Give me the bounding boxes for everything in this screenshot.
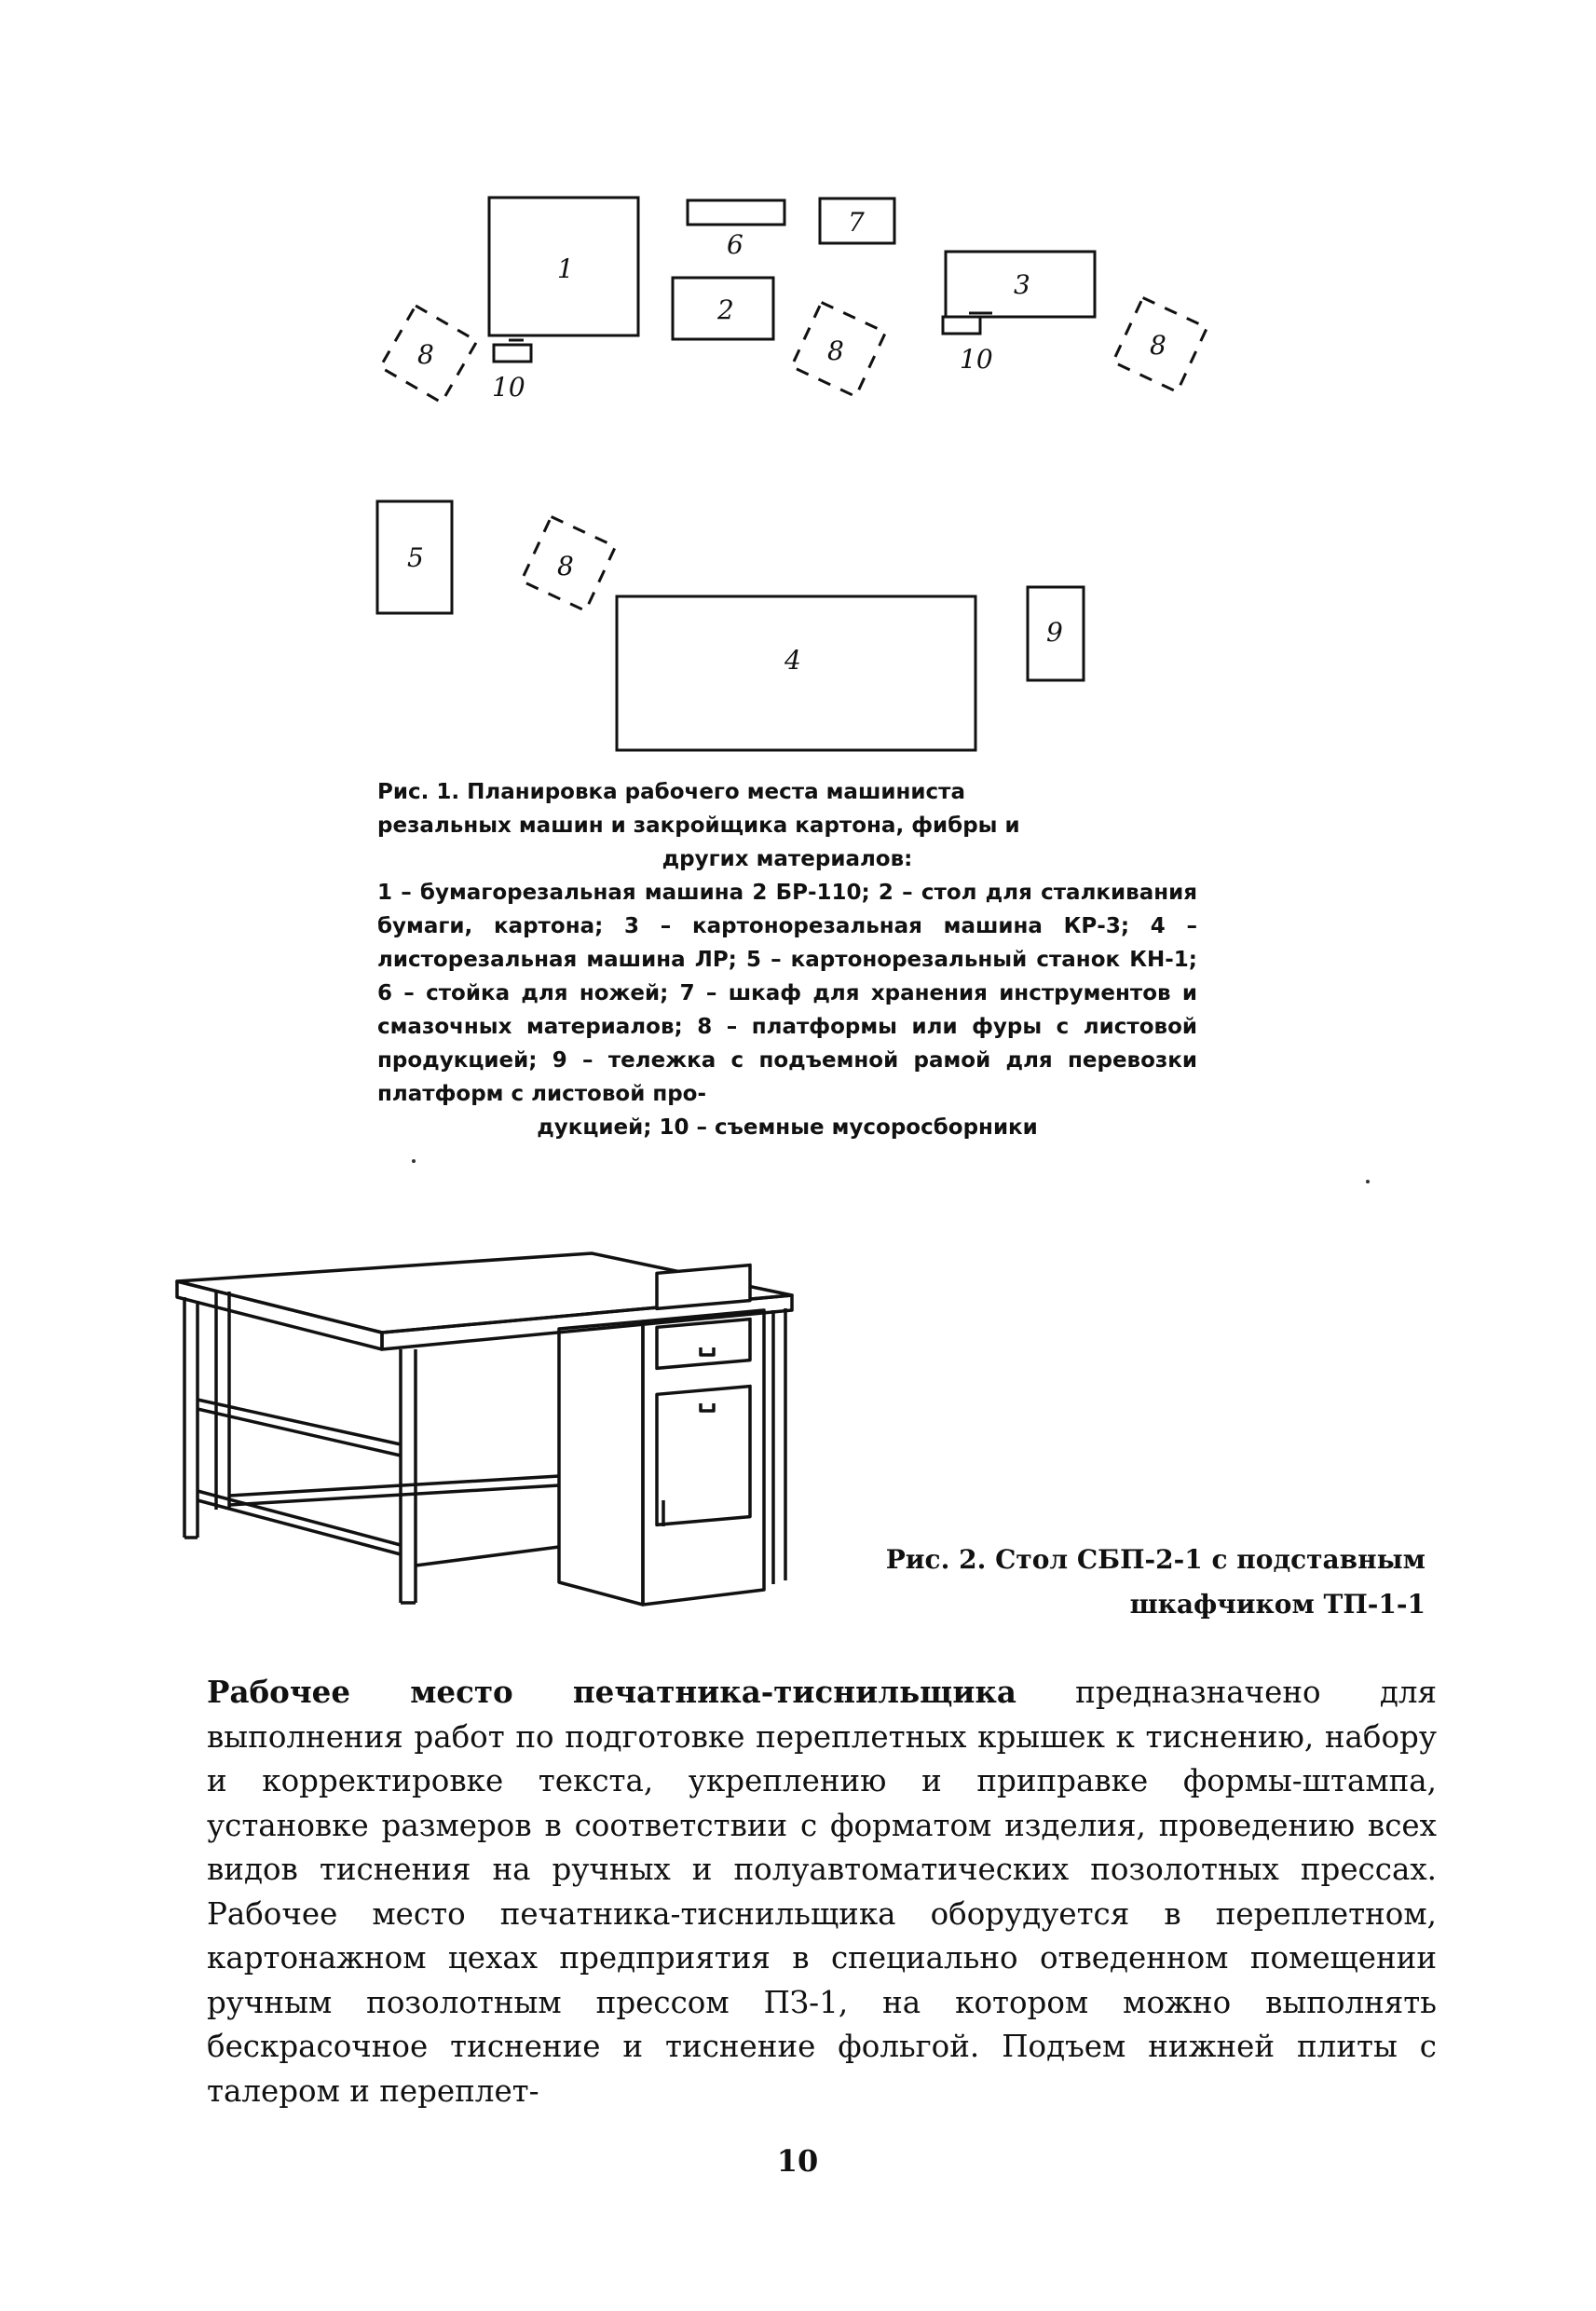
label-10-left: 10 bbox=[492, 372, 525, 403]
item-6-knife-stand bbox=[688, 200, 784, 225]
label-7: 7 bbox=[848, 207, 865, 238]
item-10-bin-right bbox=[943, 317, 980, 334]
figure1-caption-title-1: Рис. 1. Планировка рабочего места машиниста bbox=[377, 780, 965, 804]
figure1-caption-legend: 1 – бумагорезальная машина 2 БР-110; 2 – стол для сталкивания бумаги, картона; 3 – картонорезальная машина КР-3; 4 – листорезальная машина ЛР; 5 – картонорезальный станок КН-1; 6 – стойка для ножей; 7 – шкаф для хранения инструментов и смазочных материалов; 8 – платформы или фуры с листовой продукцией; 9 – тележка с подъемной рамой для перевозки платформ с листовой про- bbox=[377, 881, 1197, 1106]
label-6: 6 bbox=[727, 229, 743, 260]
label-8-2: 8 bbox=[827, 335, 844, 366]
label-3: 3 bbox=[1014, 269, 1030, 300]
label-8-1: 8 bbox=[417, 339, 434, 370]
figure2-caption-line2: шкафчиком ТП-1-1 bbox=[1129, 1589, 1425, 1620]
figure1-layout-plan bbox=[0, 0, 1596, 773]
item-10-bin-left bbox=[494, 345, 531, 362]
paragraph-lead: Рабочее место печатника-тиснильщика bbox=[207, 1674, 1016, 1710]
figure1-caption-title-3: других материалов: bbox=[662, 847, 913, 871]
page-number: 10 bbox=[776, 2143, 819, 2179]
figure1-caption-title-2: резальных машин и закройщика картона, фибры и bbox=[377, 814, 1020, 838]
figure2-caption-line1: Рис. 2. Стол СБП-2-1 с подставным bbox=[885, 1544, 1425, 1575]
figure1-caption-legend-last: дукцией; 10 – съемные мусоросборники bbox=[537, 1115, 1038, 1140]
label-10-right: 10 bbox=[960, 344, 993, 375]
figure2-caption bbox=[876, 1538, 1425, 1627]
label-2: 2 bbox=[717, 294, 734, 325]
label-4: 4 bbox=[784, 645, 801, 676]
label-1: 1 bbox=[557, 253, 574, 284]
paragraph-body: предназначено для выполнения работ по подготовке переплетных крышек к тиснению, набору и корректировке текста, укреплению и приправке формы-штампа, установке размеров в соответствии с форматом изделия, проведению всех видов тиснения на ручных и полуавтоматических позолотных прессах. Рабочее место печатника-тиснильщика оборудуется в переплетном, картонажном цехах предприятия в специально отведенном помещении ручным позолотным прессом ПЗ-1, на котором можно выполнять бескрасочное тиснение и тиснение фольгой. Подъем нижней плиты с талером и переплет- bbox=[207, 1675, 1437, 2109]
label-5: 5 bbox=[407, 542, 424, 573]
label-8-3: 8 bbox=[1150, 330, 1166, 361]
label-8-4: 8 bbox=[557, 551, 574, 581]
figure1-caption bbox=[377, 775, 1197, 1144]
body-paragraph bbox=[207, 1670, 1437, 2113]
label-9: 9 bbox=[1046, 617, 1063, 648]
